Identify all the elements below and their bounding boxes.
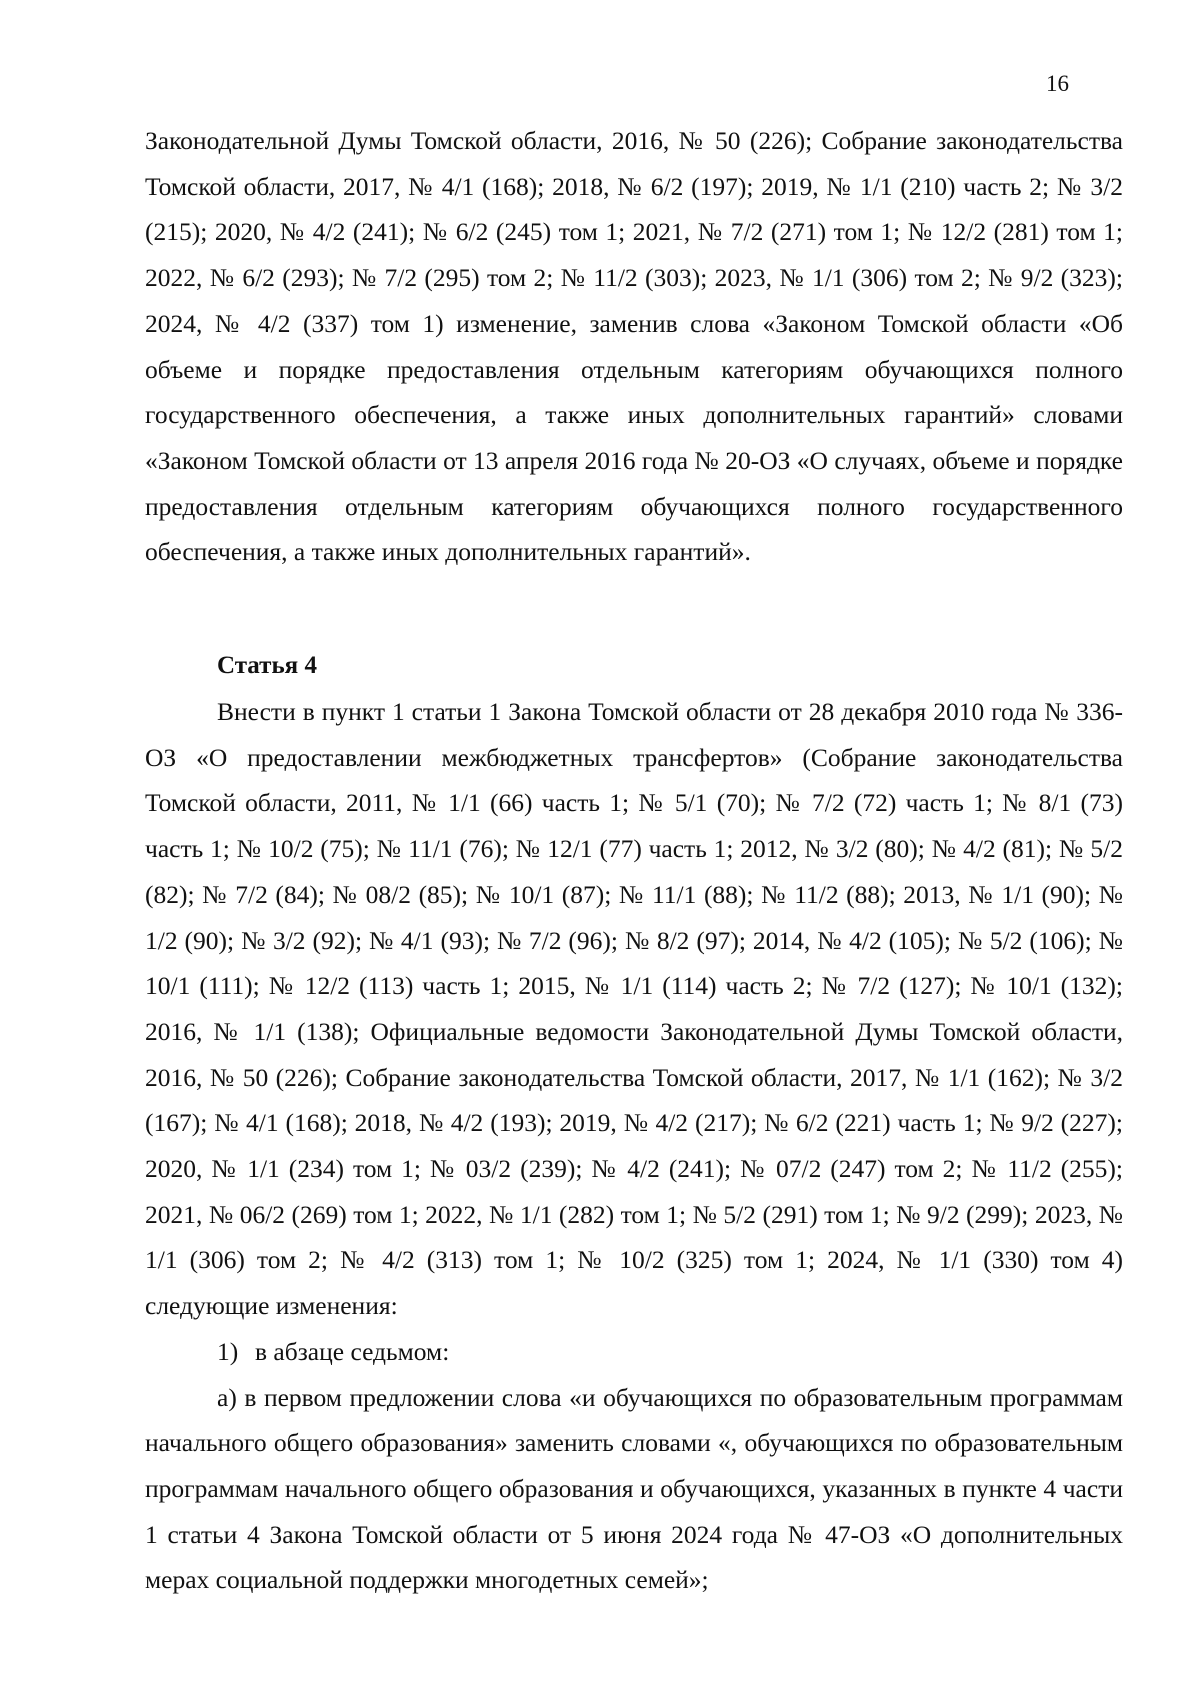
list-item-1 [145, 1329, 1123, 1375]
article-heading: Статья 4 [217, 652, 317, 680]
list-item-number: 1) [217, 1336, 239, 1366]
document-body [145, 118, 1123, 1603]
page-number: 16 [1046, 71, 1069, 96]
subitem-a-paragraph: а) в первом предложении слова «и обучающихся по образовательным программам начального общего образования» заменить словами «, обучающихся по образовательным программам начального общего образования и обучающихся, указанных в пункте 4 части 1 статьи 4 Закона Томской области от 5 июня 2024 года № 47-ОЗ «О дополнительных мерах социальной поддержки многодетных семей»; [145, 1382, 1123, 1595]
article-intro-paragraph: Внести в пункт 1 статьи 1 Закона Томской области от 28 декабря 2010 года № 336-ОЗ «О предоставлении межбюджетных трансфертов» (Собрание законодательства Томской области, 2011, № 1/1 (66) часть 1; № 5/1 (70); № 7/2 (72) часть 1; № 8/1 (73) часть 1; № 10/2 (75); № 11/1 (76); № 12/1 (77) часть 1; 2012, № 3/2 (80); № 4/2 (81); № 5/2 (82); № 7/2 (84); № 08/2 (85); № 10/1 (87); № 11/1 (88); № 11/2 (88); 2013, № 1/1 (90); № 1/2 (90); № 3/2 (92); № 4/1 (93); № 7/2 (96); № 8/2 (97); 2014, № 4/2 (105); № 5/2 (106); № 10/1 (111); № 12/2 (113) часть 1; 2015, № 1/1 (114) часть 2; № 7/2 (127); № 10/1 (132); 2016, № 1/1 (138); Официальные ведомости Законодательной Думы Томской области, 2016, № 50 (226); Собрание законодательства Томской области, 2017, № 1/1 (162); № 3/2 (167); № 4/1 (168); 2018, № 4/2 (193); 2019, № 4/2 (217); № 6/2 (221) часть 1; № 9/2 (227); 2020, № 1/1 (234) том 1; № 03/2 (239); № 4/2 (241); № 07/2 (247) том 2; № 11/2 (255); 2021, № 06/2 (269) том 1; 2022, № 1/1 (282) том 1; № 5/2 (291) том 1; № 9/2 (299); 2023, № 1/1 (306) том 2; № 4/2 (313) том 1; № 10/2 (325) том 1; 2024, № 1/1 (330) том 4) следующие изменения: [145, 697, 1123, 1321]
list-item-text: в абзаце седьмом: [255, 1336, 450, 1366]
continuation-paragraph: Законодательной Думы Томской области, 2016, № 50 (226); Собрание законодательства Томской области, 2017, № 4/1 (168); 2018, № 6/2 (197); 2019, № 1/1 (210) часть 2; № 3/2 (215); 2020, № 4/2 (241); № 6/2 (245) том 1; 2021, № 7/2 (271) том 1; № 12/2 (281) том 1; 2022, № 6/2 (293); № 7/2 (295) том 2; № 11/2 (303); 2023, № 1/1 (306) том 2; № 9/2 (323); 2024, № 4/2 (337) том 1) изменение, заменив слова «Законом Томской области «Об объеме и порядке предоставления отдельным категориям обучающихся полного государственного обеспечения, а также иных дополнительных гарантий» словами «Законом Томской области от 13 апреля 2016 года № 20-ОЗ «О случаях, объеме и порядке предоставления отдельным категориям обучающихся полного государственного обеспечения, а также иных дополнительных гарантий». [145, 126, 1123, 567]
